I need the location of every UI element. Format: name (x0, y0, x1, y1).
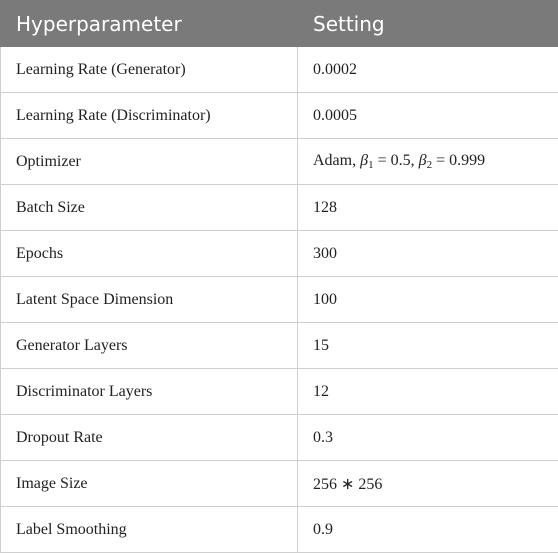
table-row (1, 231, 558, 277)
value-cell: 0.9 (298, 507, 558, 553)
param-cell: Batch Size (1, 185, 298, 231)
value-cell: 128 (298, 185, 558, 231)
optimizer-prefix: Adam, (313, 152, 361, 169)
param-cell: Image Size (1, 461, 298, 507)
param-cell: Epochs (1, 231, 298, 277)
beta1-value: = 0.5, (373, 152, 419, 169)
param-cell: Learning Rate (Discriminator) (1, 93, 298, 139)
param-cell: Learning Rate (Generator) (1, 47, 298, 93)
header-setting: Setting (298, 1, 558, 47)
table-row (1, 277, 558, 323)
param-cell: Latent Space Dimension (1, 277, 298, 323)
header-row (1, 1, 558, 47)
value-cell: 0.0005 (298, 93, 558, 139)
param-cell: Dropout Rate (1, 415, 298, 461)
beta-subscript: 1 (368, 159, 374, 171)
value-cell: 256 ∗ 256 (298, 461, 558, 507)
header-hyperparameter: Hyperparameter (1, 1, 298, 47)
table-row (1, 507, 558, 553)
param-cell: Generator Layers (1, 323, 298, 369)
table-row (1, 47, 558, 93)
value-cell: 100 (298, 277, 558, 323)
table-row (1, 185, 558, 231)
value-cell (298, 139, 558, 185)
value-cell: 0.3 (298, 415, 558, 461)
beta-subscript: 2 (426, 159, 433, 171)
table-row (1, 369, 558, 415)
beta-symbol: β (418, 152, 427, 169)
param-cell: Discriminator Layers (1, 369, 298, 415)
param-cell: Label Smoothing (1, 507, 298, 553)
table-row (1, 139, 558, 185)
value-cell: 15 (298, 323, 558, 369)
value-cell: 0.0002 (298, 47, 558, 93)
table-row (1, 415, 558, 461)
value-cell: 12 (298, 369, 558, 415)
table-row (1, 461, 558, 507)
table-row (1, 93, 558, 139)
value-cell: 300 (298, 231, 558, 277)
beta2-value: = 0.999 (432, 152, 486, 169)
param-cell: Optimizer (1, 139, 298, 185)
table-row (1, 323, 558, 369)
beta-symbol: β (360, 152, 369, 169)
